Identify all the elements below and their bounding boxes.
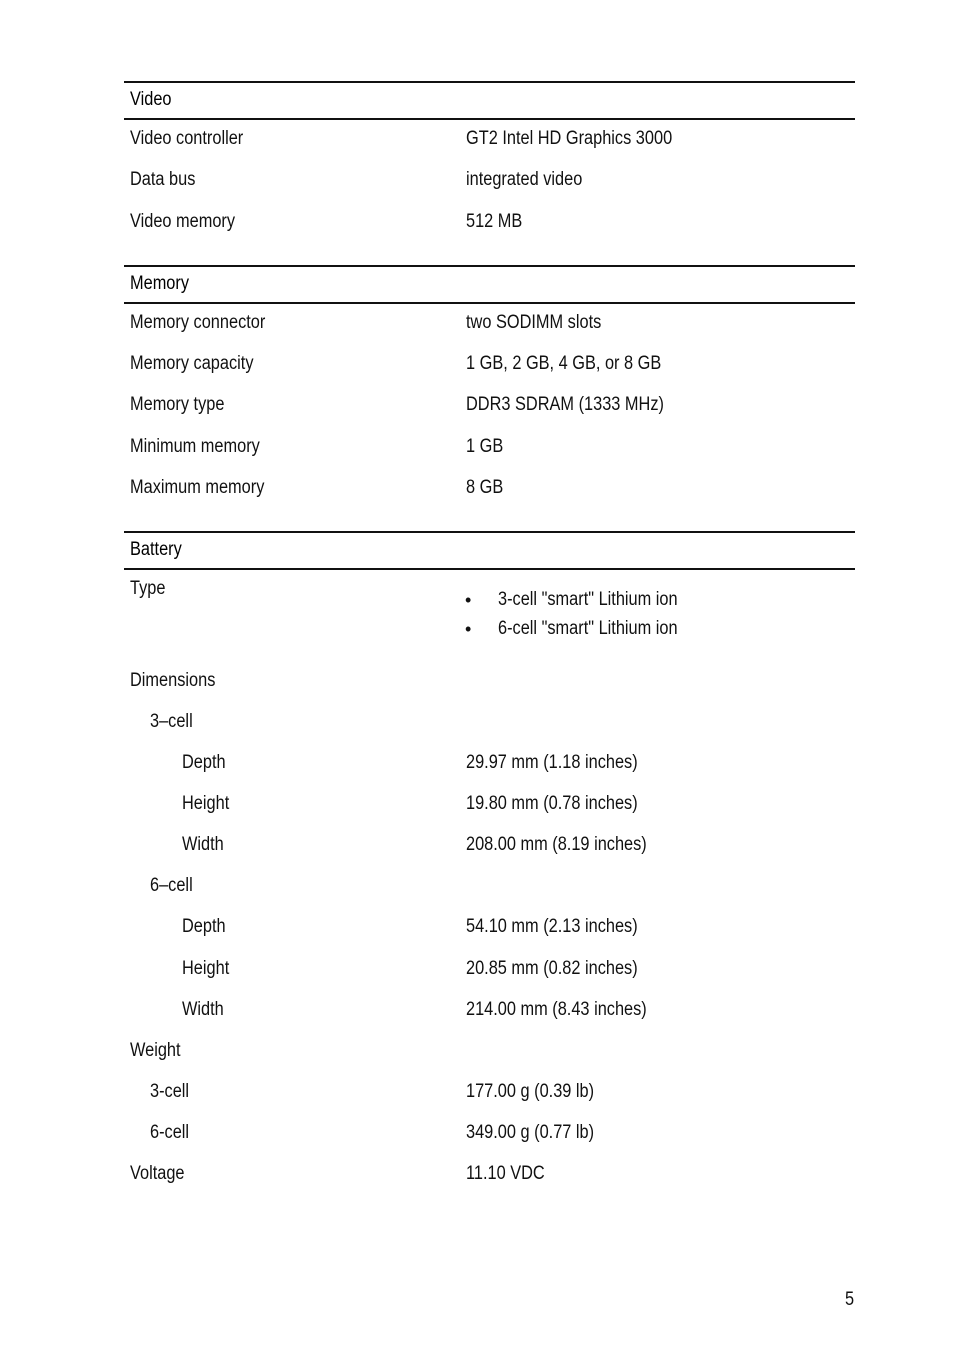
spec-value: 54.10 mm (2.13 inches) [466,916,638,937]
spec-sublabel: 6-cell [150,1122,190,1143]
spec-label: Height [182,793,230,814]
bullet-item: 6-cell "smart" Lithium ion [498,618,678,639]
spec-value: 8 GB [466,477,504,498]
spec-value: 1 GB, 2 GB, 4 GB, or 8 GB [466,353,662,374]
spec-value: GT2 Intel HD Graphics 3000 [466,128,673,149]
spec-value: 29.97 mm (1.18 inches) [466,752,638,773]
section-title-battery: Battery [130,539,182,560]
bullet-item: 3-cell "smart" Lithium ion [498,589,678,610]
spec-value: integrated video [466,169,583,190]
spec-label: Memory type [130,394,225,415]
spec-label: Maximum memory [130,477,265,498]
spec-label: Video controller [130,128,244,149]
section-top-rule-battery [124,531,855,533]
spec-value: 1 GB [466,436,504,457]
spec-sublabel: 3-cell [150,1081,190,1102]
spec-label: Width [182,834,224,855]
spec-value: DDR3 SDRAM (1333 MHz) [466,394,664,415]
spec-label: Memory connector [130,312,266,333]
spec-value: 349.00 g (0.77 lb) [466,1122,595,1143]
section-top-rule-memory [124,265,855,267]
spec-value: 512 MB [466,211,523,232]
spec-label: Dimensions [130,670,216,691]
section-title-memory: Memory [130,273,190,294]
spec-sublabel: 3–cell [150,711,193,732]
spec-label: Depth [182,916,226,937]
spec-label: Video memory [130,211,236,232]
spec-label: Height [182,958,230,979]
section-header-rule-battery [124,568,855,570]
spec-value: 11.10 VDC [466,1163,545,1184]
spec-label: Width [182,999,224,1020]
spec-label: Depth [182,752,226,773]
spec-label: Data bus [130,169,196,190]
spec-value: 19.80 mm (0.78 inches) [466,793,638,814]
bullet-marker: • [465,619,472,639]
spec-label: Type [130,578,166,599]
spec-sublabel: 6–cell [150,875,193,896]
spec-value: 177.00 g (0.39 lb) [466,1081,595,1102]
spec-value: 20.85 mm (0.82 inches) [466,958,638,979]
section-title-video: Video [130,89,172,110]
spec-value: 208.00 mm (8.19 inches) [466,834,647,855]
spec-value: 214.00 mm (8.43 inches) [466,999,647,1020]
spec-label: Minimum memory [130,436,260,457]
spec-value: two SODIMM slots [466,312,602,333]
spec-label: Voltage [130,1163,185,1184]
spec-label: Weight [130,1040,181,1061]
page-number: 5 [845,1289,855,1310]
section-top-rule-video [124,81,855,83]
bullet-marker: • [465,590,472,610]
section-header-rule-memory [124,302,855,304]
section-header-rule-video [124,118,855,120]
spec-label: Memory capacity [130,353,254,374]
